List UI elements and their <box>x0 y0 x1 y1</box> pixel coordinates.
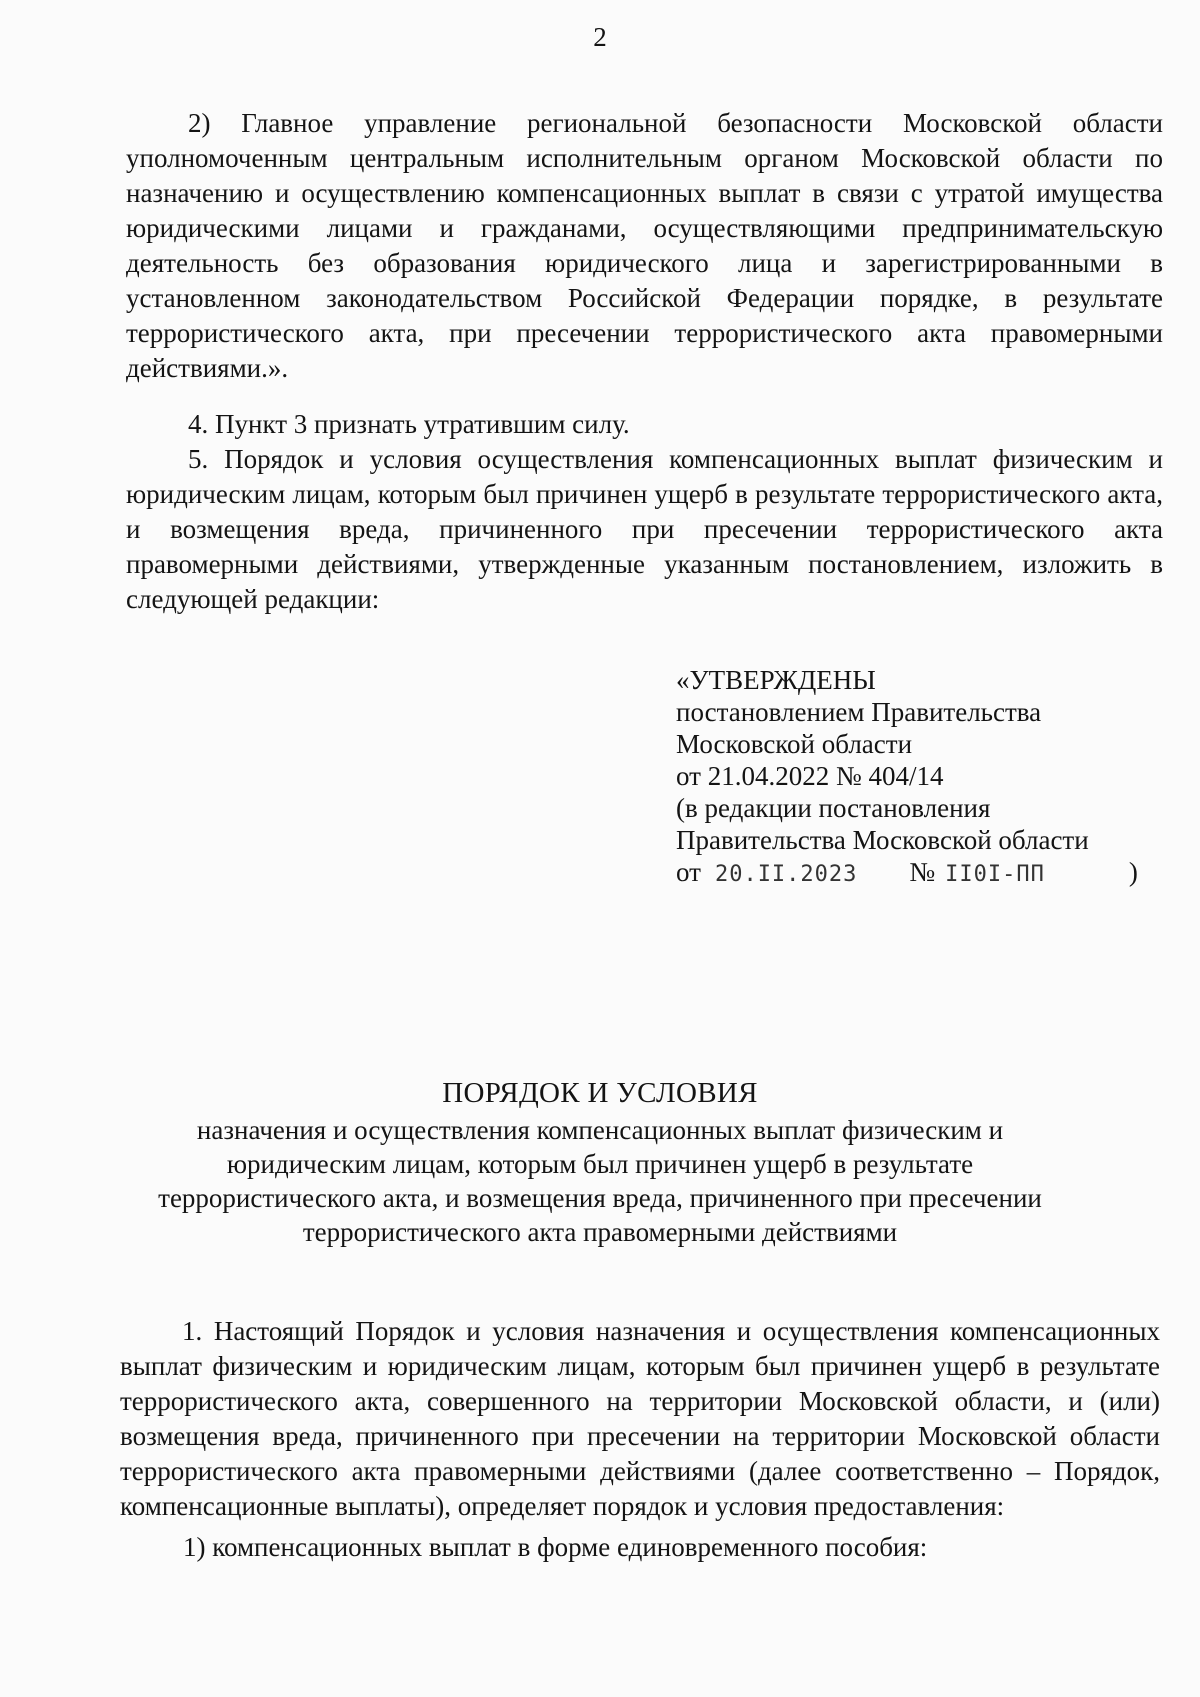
paragraph-item-2: 2) Главное управление региональной безопасности Московской области уполномоченным центральным исполнительным органом Московской области по назначению и осуществлению компенсационных выплат в связи с утратой имущества юридическими лицами и гражданами, осуществляющими предпринимательскую деятельность без образования юридического лица и зарегистрированными в установленном законодательством Российской Федерации порядке, в результате террористического акта, при пресечении террористического акта правомерными действиями.». <box>126 108 1163 383</box>
approval-line-approved: «УТВЕРЖДЕНЫ <box>676 665 876 695</box>
approval-line-revision: (в редакции постановления <box>676 793 991 823</box>
approval-line-government: Правительства Московской области <box>676 825 1089 855</box>
paragraph-1-subitem-1: 1) компенсационных выплат в форме единовременного пособия: <box>183 1532 928 1562</box>
approval-line-revision-date <box>676 856 1146 891</box>
approval-line-resolution: постановлением Правительства <box>676 697 1042 727</box>
order-title-block <box>100 1075 1100 1249</box>
paragraph-1: 1. Настоящий Порядок и условия назначения и осуществления компенсационных выплат физическим и юридическим лицам, которым был причинен ущерб в результате террористического акта, совершенного на территории Московской области, и (или) возмещения вреда, причиненного при пресечении на территории Московской области террористического акта правомерными действиями (далее соответственно – Порядок, компенсационные выплаты), определяет порядок и условия предоставления: <box>120 1316 1160 1521</box>
paragraph-item-5: 5. Порядок и условия осуществления компенсационных выплат физическим и юридическим лицам, которым был причинен ущерб в результате террористического акта, и возмещения вреда, причиненного при пресечении террористического акта правомерными действиями, утвержденные указанным постановлением, изложить в следующей редакции: <box>126 444 1163 614</box>
order-title: ПОРЯДОК И УСЛОВИЯ <box>442 1077 758 1109</box>
from-label: от <box>676 857 701 887</box>
approval-line-region: Московской области <box>676 729 913 759</box>
approval-line-date-number: от 21.04.2022 № 404/14 <box>676 761 944 791</box>
page-number: 2 <box>593 22 607 52</box>
approval-block <box>676 664 1146 891</box>
order-subtitle: назначения и осуществления компенсационных выплат физическим и юридическим лицам, которым был причинен ущерб в результате террористического акта, и возмещения вреда, причиненного при пресечении террористического акта правомерными действиями <box>158 1115 1042 1247</box>
number-label: № <box>909 857 936 887</box>
paragraph-item-4: 4. Пункт 3 признать утратившим силу. <box>188 409 630 439</box>
revision-date-stamp: 20.II.2023 <box>714 862 858 887</box>
revision-number-stamp: II0I-ПП <box>945 862 1045 887</box>
closing-parenthesis: ) <box>1128 857 1138 887</box>
